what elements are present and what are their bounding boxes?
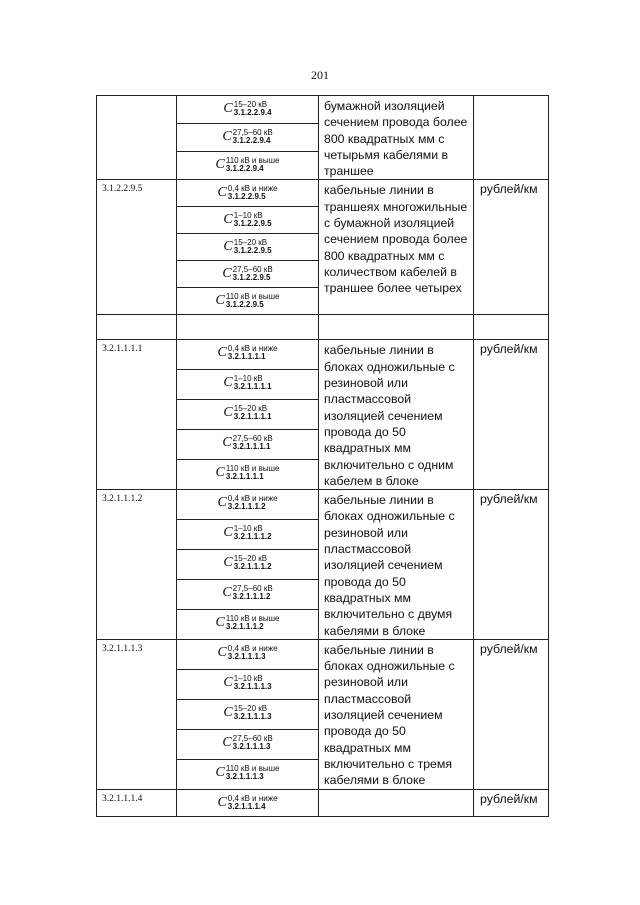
symbol-voltage-superscript: 110 кВ и выше [225, 464, 280, 474]
symbol-cell [177, 96, 319, 124]
symbol-voltage-superscript: 0,4 кВ и ниже [227, 184, 278, 194]
symbol-scripts [234, 675, 272, 691]
symbol-scripts [226, 293, 280, 309]
table-row [97, 96, 549, 124]
tariff-table [96, 95, 549, 817]
section-code: 3.1.2.2.9.5 [102, 184, 143, 195]
section-description: кабельные линии в траншеях многожильные с бумажной изоляцией сечением провода более 800 квадратных мм с количеством кабелей в траншее более четырех [324, 183, 468, 296]
symbol-voltage-superscript: 27,5–60 кВ [232, 265, 273, 275]
symbol-code-subscript: 3.1.2.2.9.5 [232, 273, 271, 283]
price-symbol [177, 430, 318, 456]
symbol-voltage-superscript: 27,5–60 кВ [232, 733, 273, 743]
symbol-letter: C [217, 185, 227, 201]
symbol-code-subscript: 3.2.1.1.1.2 [227, 502, 266, 512]
symbol-cell [177, 180, 319, 207]
symbol-code-subscript: 3.2.1.1.1.4 [227, 801, 266, 811]
price-symbol [177, 400, 318, 426]
symbol-scripts [234, 705, 272, 721]
symbol-cell [177, 261, 319, 288]
price-symbol [177, 580, 318, 606]
description-cell [319, 180, 474, 315]
symbol-scripts [233, 585, 273, 601]
symbol-letter: C [222, 266, 232, 282]
symbol-letter: C [215, 614, 225, 630]
symbol-cell [177, 234, 319, 261]
symbol-code-subscript: 3.1.2.2.9.5 [225, 300, 264, 310]
symbol-letter: C [222, 584, 232, 600]
section-code: 3.2.1.1.1.1 [102, 344, 143, 355]
symbol-letter: C [217, 644, 227, 660]
symbol-letter: C [223, 525, 233, 541]
symbol-voltage-superscript: 27,5–60 кВ [232, 583, 273, 593]
price-symbol [177, 700, 318, 726]
symbol-voltage-superscript: 1–10 кВ [233, 673, 263, 683]
unit-label [474, 96, 548, 98]
symbol-voltage-superscript: 110 кВ и выше [225, 156, 280, 166]
symbol-voltage-superscript: 0,4 кВ и ниже [227, 793, 278, 803]
symbol-scripts [226, 765, 280, 781]
description-cell [319, 490, 474, 640]
section-code: 3.2.1.1.1.2 [102, 494, 143, 505]
symbol-cell [177, 789, 319, 816]
symbol-voltage-superscript: 15–20 кВ [233, 404, 268, 414]
symbol-letter: C [222, 129, 232, 145]
unit-label: рублей/км [480, 492, 538, 507]
symbol-code-subscript: 3.2.1.1.1.2 [233, 562, 272, 571]
code-cell [97, 490, 177, 640]
price-symbol [177, 152, 318, 178]
price-symbol [177, 730, 318, 756]
section-code: 3.2.1.1.1.3 [102, 643, 143, 654]
table-row [97, 180, 549, 207]
symbol-scripts [233, 735, 273, 751]
symbol-letter: C [223, 674, 233, 690]
price-symbol [177, 207, 318, 233]
symbol-letter: C [217, 345, 227, 361]
price-symbol [177, 610, 318, 636]
table-body [97, 96, 549, 817]
symbol-voltage-superscript: 15–20 кВ [233, 238, 268, 248]
price-symbol [177, 670, 318, 696]
symbol-cell [177, 124, 319, 152]
price-symbol [177, 460, 318, 486]
symbol-code-subscript: 3.2.1.1.1.1 [233, 382, 272, 392]
symbol-letter: C [215, 465, 225, 481]
symbol-code-subscript: 3.2.1.1.1.2 [233, 532, 272, 542]
table-row [97, 639, 549, 669]
empty-cell [474, 315, 549, 340]
symbol-letter: C [223, 405, 233, 421]
symbol-cell [177, 490, 319, 520]
price-symbol [177, 640, 318, 666]
price-symbol [177, 760, 318, 786]
description-cell [319, 639, 474, 789]
symbol-code-subscript: 3.1.2.2.9.5 [227, 192, 266, 202]
code-cell [97, 340, 177, 490]
section-code: 3.2.1.1.1.4 [102, 793, 143, 804]
symbol-scripts [233, 266, 273, 282]
empty-row [97, 315, 549, 340]
symbol-cell [177, 400, 319, 430]
unit-label: рублей/км [480, 182, 538, 197]
description-cell [319, 789, 474, 816]
symbol-cell [177, 550, 319, 580]
symbol-code-subscript: 3.1.2.2.9.4 [232, 136, 271, 146]
symbol-scripts [233, 129, 273, 145]
symbol-cell [177, 639, 319, 669]
symbol-scripts [228, 185, 278, 201]
symbol-voltage-superscript: 15–20 кВ [233, 703, 268, 713]
price-symbol [177, 520, 318, 546]
symbol-scripts [234, 375, 272, 391]
unit-cell [474, 639, 549, 789]
section-description: бумажной изоляцией сечением провода более 800 квадратных мм с четырьмя кабелями в траншее [324, 99, 468, 179]
price-symbol [177, 550, 318, 576]
code-cell [97, 639, 177, 789]
page-number: 201 [311, 68, 329, 82]
unit-label: рублей/км [480, 641, 538, 656]
symbol-cell [177, 152, 319, 180]
symbol-scripts [228, 645, 278, 661]
symbol-voltage-superscript: 110 кВ и выше [225, 613, 280, 623]
symbol-scripts [234, 525, 272, 541]
symbol-cell [177, 370, 319, 400]
unit-cell [474, 340, 549, 490]
symbol-voltage-superscript: 0,4 кВ и ниже [227, 494, 278, 504]
symbol-cell [177, 520, 319, 550]
symbol-code-subscript: 3.1.2.2.9.4 [233, 108, 272, 117]
symbol-scripts [228, 795, 278, 811]
symbol-code-subscript: 3.2.1.1.1.1 [232, 442, 271, 452]
symbol-scripts [228, 345, 278, 361]
symbol-letter: C [223, 375, 233, 391]
symbol-voltage-superscript: 15–20 кВ [233, 100, 268, 109]
table-row [97, 789, 549, 816]
section-description [319, 790, 473, 792]
symbol-voltage-superscript: 27,5–60 кВ [232, 434, 273, 444]
unit-label: рублей/км [480, 342, 538, 357]
price-symbol [177, 288, 318, 314]
symbol-letter: C [223, 555, 233, 570]
price-symbol [177, 370, 318, 396]
section-description: кабельные линии в блоках одножильные с резиновой или пластмассовой изоляцией сечением провода до 50 квадратных мм включительно с двумя кабелями в блоке [324, 493, 455, 638]
symbol-voltage-superscript: 1–10 кВ [233, 374, 263, 384]
symbol-cell [177, 288, 319, 315]
symbol-voltage-superscript: 1–10 кВ [233, 211, 263, 221]
unit-cell [474, 789, 549, 816]
description-cell [319, 340, 474, 490]
price-symbol [177, 124, 318, 150]
price-symbol [177, 790, 318, 816]
symbol-letter: C [215, 293, 225, 309]
empty-cell [97, 315, 177, 340]
symbol-code-subscript: 3.1.2.2.9.5 [233, 219, 272, 229]
price-symbol [177, 234, 318, 260]
symbol-scripts [234, 101, 272, 117]
section-description: кабельные линии в блоках одножильные с резиновой или пластмассовой изоляцией сечением провода до 50 квадратных мм включительно с тремя кабелями в блоке [324, 642, 455, 788]
unit-cell [474, 180, 549, 315]
symbol-scripts [226, 465, 280, 481]
price-symbol [177, 490, 318, 516]
symbol-code-subscript: 3.1.2.2.9.5 [233, 246, 272, 256]
code-cell [97, 789, 177, 816]
symbol-scripts [226, 157, 280, 173]
symbol-letter: C [223, 704, 233, 720]
symbol-cell [177, 207, 319, 234]
unit-cell [474, 96, 549, 180]
price-symbol [177, 96, 318, 122]
symbol-code-subscript: 3.2.1.1.1.1 [227, 352, 266, 362]
unit-cell [474, 490, 549, 640]
symbol-cell [177, 340, 319, 370]
price-symbol [177, 180, 318, 206]
symbol-voltage-superscript: 0,4 кВ и ниже [227, 344, 278, 354]
section-description: кабельные линии в блоках одножильные с резиновой или пластмассовой изоляцией сечением провода до 50 квадратных мм включительно с одним кабелем в блоке [324, 343, 455, 488]
symbol-voltage-superscript: 1–10 кВ [233, 524, 263, 534]
price-symbol [177, 340, 318, 366]
symbol-code-subscript: 3.2.1.1.1.2 [225, 621, 264, 631]
symbol-letter: C [222, 435, 232, 451]
symbol-cell [177, 759, 319, 789]
symbol-scripts [234, 555, 272, 571]
symbol-cell [177, 460, 319, 490]
symbol-cell [177, 669, 319, 699]
symbol-letter: C [217, 794, 227, 810]
code-cell [97, 180, 177, 315]
unit-label: рублей/км [480, 791, 538, 806]
symbol-voltage-superscript: 27,5–60 кВ [232, 128, 273, 138]
symbol-code-subscript: 3.1.2.2.9.4 [225, 164, 264, 174]
symbol-letter: C [222, 734, 232, 750]
symbol-voltage-superscript: 110 кВ и выше [225, 763, 280, 773]
empty-cell [177, 315, 319, 340]
section-code [97, 96, 176, 100]
symbol-scripts [233, 435, 273, 451]
table-row [97, 340, 549, 370]
symbol-scripts [228, 495, 278, 511]
symbol-cell [177, 609, 319, 639]
symbol-letter: C [215, 764, 225, 780]
symbol-scripts [234, 239, 272, 255]
symbol-cell [177, 579, 319, 609]
symbol-code-subscript: 3.2.1.1.1.3 [232, 741, 271, 751]
symbol-code-subscript: 3.2.1.1.1.2 [232, 591, 271, 601]
symbol-voltage-superscript: 0,4 кВ и ниже [227, 643, 278, 653]
symbol-cell [177, 699, 319, 729]
code-cell [97, 96, 177, 180]
symbol-cell [177, 430, 319, 460]
description-cell [319, 96, 474, 180]
symbol-code-subscript: 3.2.1.1.1.3 [233, 711, 272, 721]
symbol-cell [177, 729, 319, 759]
symbol-code-subscript: 3.2.1.1.1.3 [233, 681, 272, 691]
symbol-letter: C [223, 212, 233, 228]
symbol-letter: C [223, 239, 233, 255]
symbol-letter: C [223, 101, 233, 116]
symbol-voltage-superscript: 15–20 кВ [233, 554, 268, 563]
symbol-letter: C [217, 495, 227, 511]
symbol-code-subscript: 3.2.1.1.1.1 [225, 472, 264, 482]
symbol-code-subscript: 3.2.1.1.1.3 [227, 651, 266, 661]
symbol-letter: C [215, 157, 225, 173]
symbol-scripts [234, 405, 272, 421]
table-row [97, 490, 549, 520]
price-symbol [177, 261, 318, 287]
symbol-scripts [226, 615, 280, 631]
symbol-voltage-superscript: 110 кВ и выше [225, 292, 280, 302]
empty-cell [319, 315, 474, 340]
symbol-code-subscript: 3.2.1.1.1.3 [225, 771, 264, 781]
symbol-scripts [234, 212, 272, 228]
symbol-code-subscript: 3.2.1.1.1.1 [233, 412, 272, 422]
